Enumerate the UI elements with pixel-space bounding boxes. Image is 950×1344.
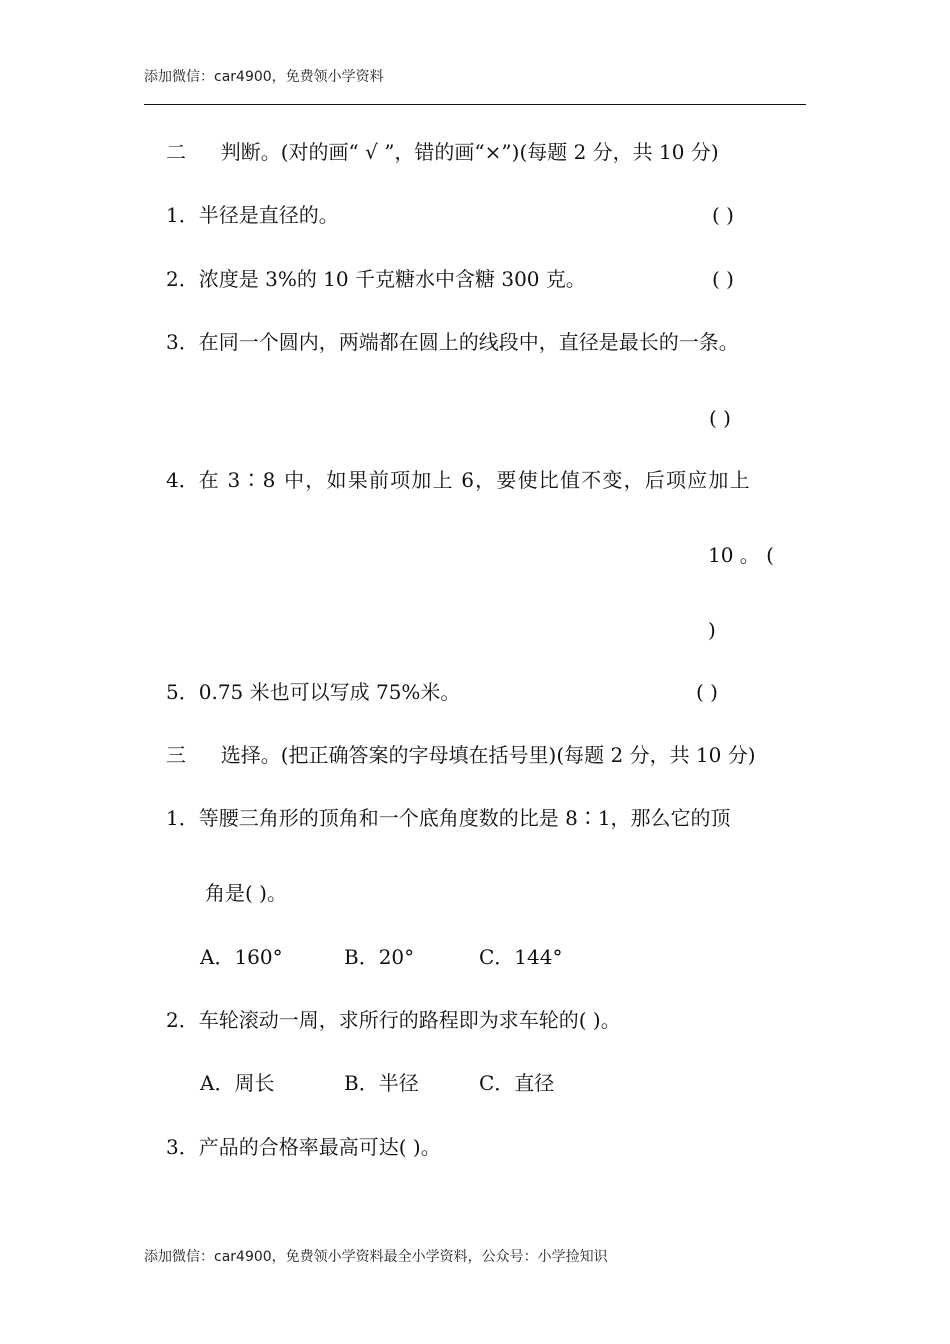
answer-blank-close: )	[708, 618, 716, 642]
question-text: 浓度是 3%的 10 千克糖水中含糖 300 克。	[198, 267, 586, 291]
section3-heading	[166, 742, 756, 768]
option-a[interactable]: A．160°	[200, 945, 283, 969]
question-number: 5．	[166, 680, 199, 704]
question-continuation[interactable]: 10 。 (	[708, 543, 774, 567]
question-text: 等腰三角形的顶角和一个底角度数的比是 8∶1，那么它的顶	[198, 806, 731, 830]
answer-blank[interactable]: ( )	[712, 267, 734, 291]
question-text: 在同一个圆内，两端都在圆上的线段中，直径是最长的一条。	[198, 330, 739, 354]
s3-question-2	[166, 1007, 621, 1033]
option-c[interactable]: C．144°	[479, 945, 563, 969]
question-number: 3．	[166, 330, 199, 354]
option-a[interactable]: A．周长	[200, 1071, 275, 1095]
s3-question-3	[166, 1134, 441, 1160]
answer-blank[interactable]: ( )	[712, 203, 734, 227]
question-text: 产品的合格率最高可达( )。	[198, 1135, 441, 1159]
question-number: 1．	[166, 806, 199, 830]
answer-blank[interactable]: ( )	[709, 406, 731, 430]
question-text: 半径是直径的。	[198, 203, 339, 227]
footer-note: 添加微信：car4900，免费领小学资料最全小学资料，公众号：小学捡知识	[144, 1249, 608, 1265]
question-number: 3．	[166, 1135, 199, 1159]
s2-question-3	[166, 329, 739, 355]
s2-question-4	[166, 467, 751, 493]
question-continuation[interactable]: 角是( )。	[205, 881, 287, 905]
option-b[interactable]: B．半径	[344, 1071, 419, 1095]
question-number: 2．	[166, 1008, 199, 1032]
s3-question-1	[166, 805, 731, 831]
question-number: 4．	[166, 468, 199, 492]
section3-index: 三	[166, 743, 186, 767]
s2-question-1	[166, 202, 339, 228]
question-text: 0.75 米也可以写成 75%米。	[198, 680, 461, 704]
s2-question-5	[166, 679, 460, 705]
question-number: 1．	[166, 203, 199, 227]
answer-blank[interactable]: ( )	[696, 680, 718, 704]
section3-title: 选择。(把正确答案的字母填在括号里)(每题 2 分，共 10 分)	[220, 743, 756, 767]
question-text: 在 3∶8 中，如果前项加上 6，要使比值不变，后项应加上	[198, 468, 751, 492]
option-b[interactable]: B．20°	[344, 945, 415, 969]
section2-index: 二	[166, 140, 186, 164]
header-divider	[144, 104, 806, 105]
s2-question-2	[166, 266, 586, 292]
question-text: 车轮滚动一周，求所行的路程即为求车轮的( )。	[198, 1008, 621, 1032]
question-number: 2．	[166, 267, 199, 291]
section2-heading	[166, 139, 719, 165]
header-note: 添加微信：car4900，免费领小学资料	[144, 69, 384, 85]
section2-title: 判断。(对的画“ √ ”，错的画“×”)(每题 2 分，共 10 分)	[220, 140, 719, 164]
option-c[interactable]: C．直径	[479, 1071, 555, 1095]
